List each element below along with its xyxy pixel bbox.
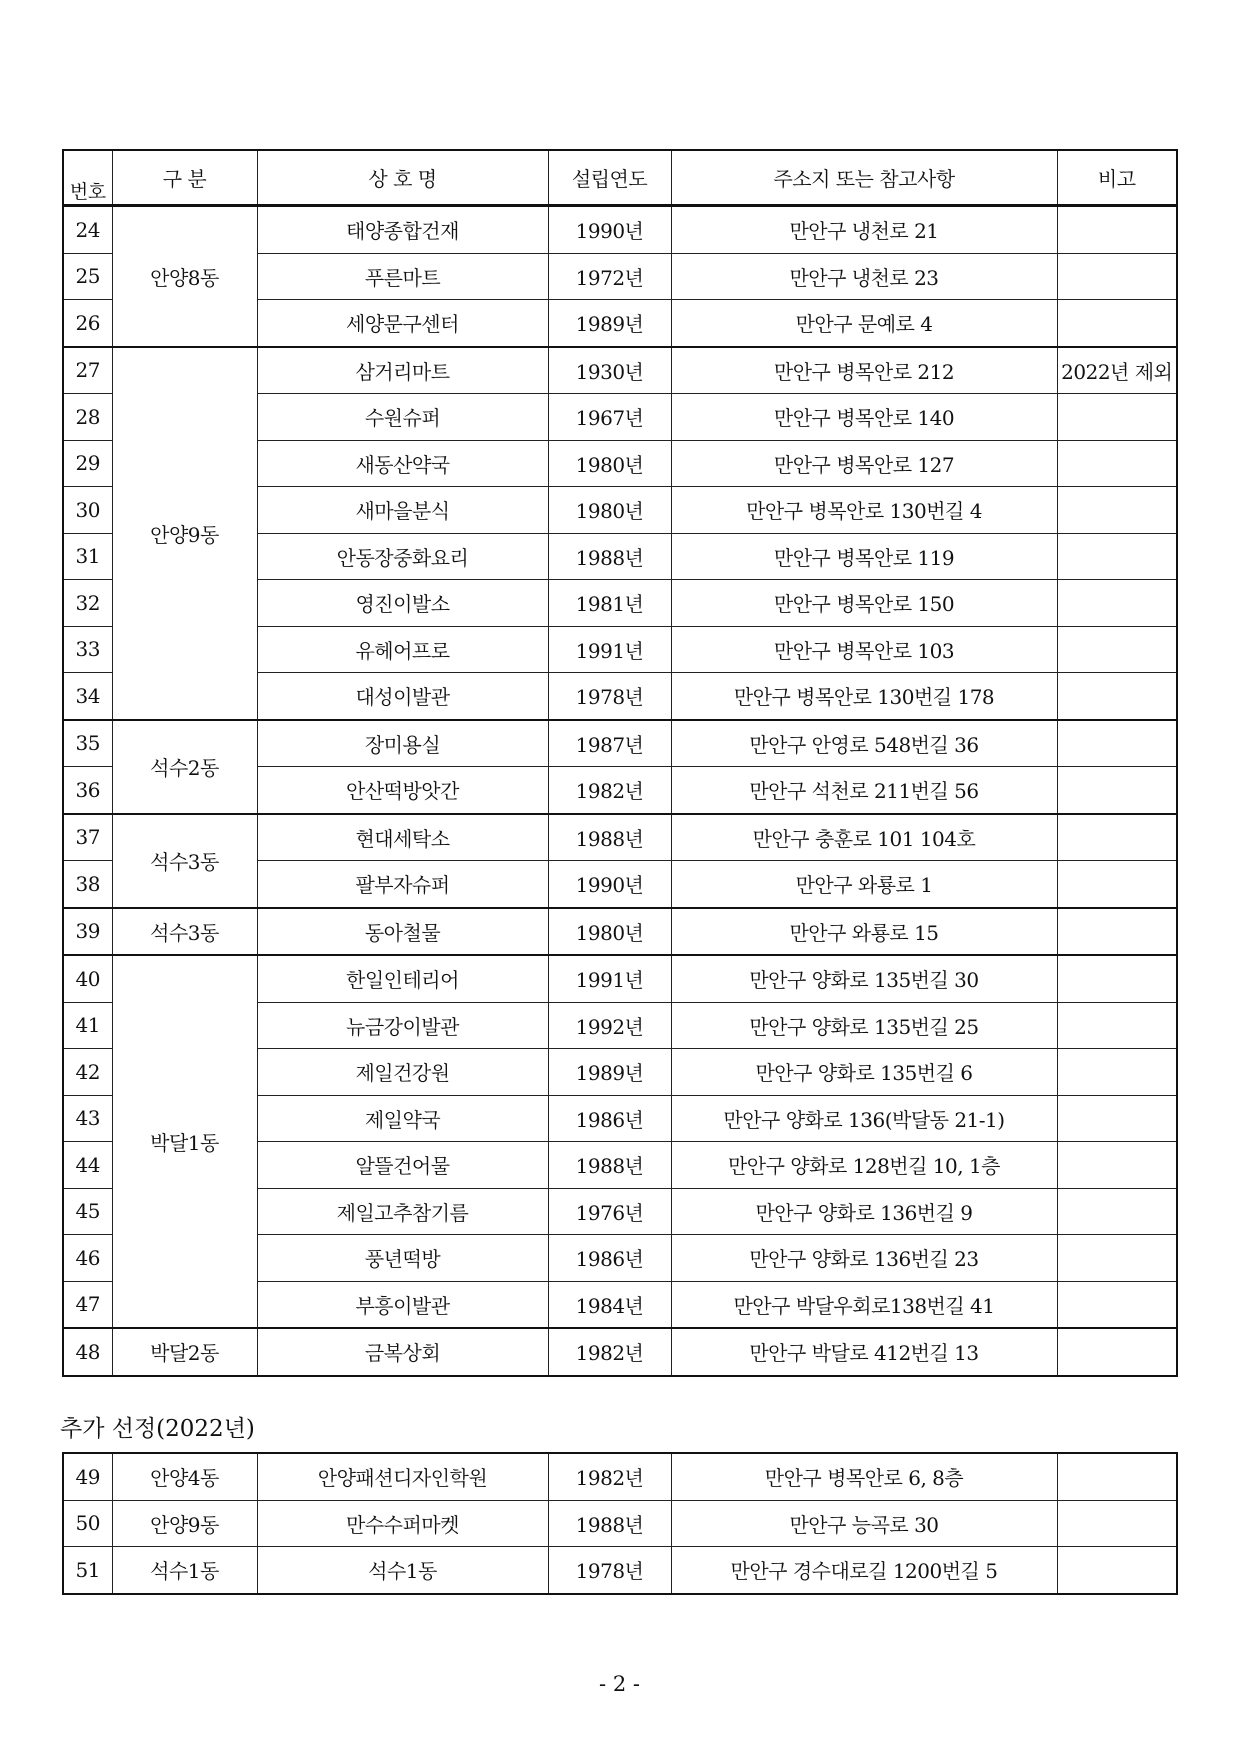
shop-name: 제일건강원 — [257, 1049, 548, 1096]
additional-table-body — [63, 1453, 1177, 1594]
note — [1057, 1188, 1177, 1235]
row-number: 43 — [63, 1095, 112, 1142]
founded-year: 1982년 — [548, 1328, 671, 1376]
header-name: 상 호 명 — [257, 150, 548, 206]
additional-selection-title: 추가 선정(2022년) — [60, 1416, 255, 1442]
shop-name: 제일약국 — [257, 1095, 548, 1142]
note — [1057, 1328, 1177, 1376]
shop-name: 삼거리마트 — [257, 347, 548, 394]
founded-year: 1988년 — [548, 814, 671, 861]
address: 만안구 안영로 548번길 36 — [671, 720, 1057, 767]
shop-name: 새마을분식 — [257, 487, 548, 534]
row-number: 51 — [63, 1547, 112, 1594]
note — [1057, 626, 1177, 673]
note — [1057, 1281, 1177, 1328]
shop-name: 만수수퍼마켓 — [257, 1500, 548, 1547]
address: 만안구 양화로 136(박달동 21-1) — [671, 1095, 1057, 1142]
address: 만안구 병목안로 127 — [671, 440, 1057, 487]
shop-name: 현대세탁소 — [257, 814, 548, 861]
row-number: 33 — [63, 626, 112, 673]
row-number: 29 — [63, 440, 112, 487]
shop-name: 알뜰건어물 — [257, 1142, 548, 1189]
address: 만안구 병목안로 150 — [671, 580, 1057, 627]
address: 만안구 박달로 412번길 13 — [671, 1328, 1057, 1376]
row-number: 39 — [63, 908, 112, 956]
address: 만안구 능곡로 30 — [671, 1500, 1057, 1547]
note — [1057, 394, 1177, 441]
founded-year: 1988년 — [548, 1500, 671, 1547]
note — [1057, 861, 1177, 908]
row-number: 37 — [63, 814, 112, 861]
row-number: 42 — [63, 1049, 112, 1096]
district-cell: 안양4동 — [112, 1453, 257, 1500]
table-row — [63, 1500, 1177, 1547]
founded-year: 1991년 — [548, 955, 671, 1002]
row-number: 36 — [63, 767, 112, 814]
row-number: 27 — [63, 347, 112, 394]
note: 2022년 제외 — [1057, 347, 1177, 394]
shop-name: 영진이발소 — [257, 580, 548, 627]
shop-name: 제일고추참기름 — [257, 1188, 548, 1235]
additional-selection-table — [62, 1452, 1178, 1595]
table-row — [63, 1328, 1177, 1376]
address: 만안구 와룡로 15 — [671, 908, 1057, 956]
table-row — [63, 908, 1177, 956]
note — [1057, 673, 1177, 720]
note — [1057, 1453, 1177, 1500]
shop-name: 새동산약국 — [257, 440, 548, 487]
shop-name: 뉴금강이발관 — [257, 1002, 548, 1049]
note — [1057, 908, 1177, 956]
founded-year: 1982년 — [548, 1453, 671, 1500]
table-row — [63, 955, 1177, 1002]
page-number: - 2 - — [599, 1672, 640, 1696]
founded-year: 1992년 — [548, 1002, 671, 1049]
address: 만안구 양화로 136번길 9 — [671, 1188, 1057, 1235]
founded-year: 1987년 — [548, 720, 671, 767]
table-body — [63, 206, 1177, 1376]
address: 만안구 양화로 128번길 10, 1층 — [671, 1142, 1057, 1189]
district-cell: 석수3동 — [112, 814, 257, 908]
district-cell: 석수2동 — [112, 720, 257, 814]
address: 만안구 경수대로길 1200번길 5 — [671, 1547, 1057, 1594]
shop-list-table — [62, 149, 1178, 1377]
shop-name: 동아철물 — [257, 908, 548, 956]
address: 만안구 양화로 135번길 25 — [671, 1002, 1057, 1049]
row-number: 48 — [63, 1328, 112, 1376]
address: 만안구 병목안로 103 — [671, 626, 1057, 673]
founded-year: 1990년 — [548, 206, 671, 254]
founded-year: 1989년 — [548, 1049, 671, 1096]
founded-year: 1991년 — [548, 626, 671, 673]
row-number: 25 — [63, 253, 112, 300]
note — [1057, 1049, 1177, 1096]
founded-year: 1967년 — [548, 394, 671, 441]
address: 만안구 양화로 135번길 30 — [671, 955, 1057, 1002]
row-number: 49 — [63, 1453, 112, 1500]
row-number: 44 — [63, 1142, 112, 1189]
row-number: 38 — [63, 861, 112, 908]
row-number: 46 — [63, 1235, 112, 1282]
header-year: 설립연도 — [548, 150, 671, 206]
district-cell: 석수1동 — [112, 1547, 257, 1594]
note — [1057, 1235, 1177, 1282]
founded-year: 1990년 — [548, 861, 671, 908]
note — [1057, 955, 1177, 1002]
table-row — [63, 1547, 1177, 1594]
table-row — [63, 347, 1177, 394]
founded-year: 1978년 — [548, 673, 671, 720]
row-number: 35 — [63, 720, 112, 767]
address: 만안구 박달우회로138번길 41 — [671, 1281, 1057, 1328]
shop-name: 유헤어프로 — [257, 626, 548, 673]
table-row — [63, 814, 1177, 861]
founded-year: 1988년 — [548, 1142, 671, 1189]
district-cell: 안양9동 — [112, 1500, 257, 1547]
row-number: 28 — [63, 394, 112, 441]
district-cell: 석수3동 — [112, 908, 257, 956]
founded-year: 1986년 — [548, 1235, 671, 1282]
row-number: 47 — [63, 1281, 112, 1328]
shop-name: 장미용실 — [257, 720, 548, 767]
row-number: 50 — [63, 1500, 112, 1547]
shop-name: 푸른마트 — [257, 253, 548, 300]
address: 만안구 병목안로 119 — [671, 533, 1057, 580]
note — [1057, 300, 1177, 347]
address: 만안구 양화로 135번길 6 — [671, 1049, 1057, 1096]
district-cell: 안양8동 — [112, 206, 257, 347]
note — [1057, 533, 1177, 580]
header-no: 번호 — [63, 150, 112, 206]
founded-year: 1978년 — [548, 1547, 671, 1594]
note — [1057, 253, 1177, 300]
founded-year: 1986년 — [548, 1095, 671, 1142]
note — [1057, 1142, 1177, 1189]
founded-year: 1980년 — [548, 908, 671, 956]
note — [1057, 580, 1177, 627]
founded-year: 1989년 — [548, 300, 671, 347]
note — [1057, 1002, 1177, 1049]
founded-year: 1930년 — [548, 347, 671, 394]
header-address: 주소지 또는 참고사항 — [671, 150, 1057, 206]
row-number: 31 — [63, 533, 112, 580]
shop-name: 세양문구센터 — [257, 300, 548, 347]
table-header-row — [63, 150, 1177, 206]
address: 만안구 병목안로 212 — [671, 347, 1057, 394]
row-number: 34 — [63, 673, 112, 720]
address: 만안구 병목안로 6, 8층 — [671, 1453, 1057, 1500]
shop-name: 태양종합건재 — [257, 206, 548, 254]
address: 만안구 냉천로 21 — [671, 206, 1057, 254]
note — [1057, 767, 1177, 814]
founded-year: 1980년 — [548, 440, 671, 487]
note — [1057, 1547, 1177, 1594]
note — [1057, 1095, 1177, 1142]
row-number: 26 — [63, 300, 112, 347]
shop-name: 풍년떡방 — [257, 1235, 548, 1282]
shop-name: 수원슈퍼 — [257, 394, 548, 441]
note — [1057, 814, 1177, 861]
address: 만안구 냉천로 23 — [671, 253, 1057, 300]
founded-year: 1980년 — [548, 487, 671, 534]
address: 만안구 충훈로 101 104호 — [671, 814, 1057, 861]
address: 만안구 양화로 136번길 23 — [671, 1235, 1057, 1282]
address: 만안구 와룡로 1 — [671, 861, 1057, 908]
note — [1057, 720, 1177, 767]
shop-name: 팔부자슈퍼 — [257, 861, 548, 908]
row-number: 32 — [63, 580, 112, 627]
note — [1057, 487, 1177, 534]
address: 만안구 병목안로 130번길 4 — [671, 487, 1057, 534]
district-cell: 안양9동 — [112, 347, 257, 720]
row-number: 24 — [63, 206, 112, 254]
row-number: 40 — [63, 955, 112, 1002]
founded-year: 1982년 — [548, 767, 671, 814]
header-district: 구 분 — [112, 150, 257, 206]
table-row — [63, 206, 1177, 254]
shop-name: 부흥이발관 — [257, 1281, 548, 1328]
header-note: 비고 — [1057, 150, 1177, 206]
row-number: 45 — [63, 1188, 112, 1235]
founded-year: 1972년 — [548, 253, 671, 300]
address: 만안구 병목안로 130번길 178 — [671, 673, 1057, 720]
district-cell: 박달1동 — [112, 955, 257, 1328]
shop-name: 안동장중화요리 — [257, 533, 548, 580]
shop-name: 금복상회 — [257, 1328, 548, 1376]
founded-year: 1981년 — [548, 580, 671, 627]
shop-name: 석수1동 — [257, 1547, 548, 1594]
address: 만안구 석천로 211번길 56 — [671, 767, 1057, 814]
note — [1057, 440, 1177, 487]
shop-name: 안산떡방앗간 — [257, 767, 548, 814]
row-number: 41 — [63, 1002, 112, 1049]
note — [1057, 1500, 1177, 1547]
table-row — [63, 720, 1177, 767]
founded-year: 1984년 — [548, 1281, 671, 1328]
note — [1057, 206, 1177, 254]
address: 만안구 병목안로 140 — [671, 394, 1057, 441]
row-number: 30 — [63, 487, 112, 534]
district-cell: 박달2동 — [112, 1328, 257, 1376]
shop-name: 안양패션디자인학원 — [257, 1453, 548, 1500]
table-row — [63, 1453, 1177, 1500]
address: 만안구 문예로 4 — [671, 300, 1057, 347]
founded-year: 1988년 — [548, 533, 671, 580]
shop-name: 한일인테리어 — [257, 955, 548, 1002]
shop-name: 대성이발관 — [257, 673, 548, 720]
founded-year: 1976년 — [548, 1188, 671, 1235]
